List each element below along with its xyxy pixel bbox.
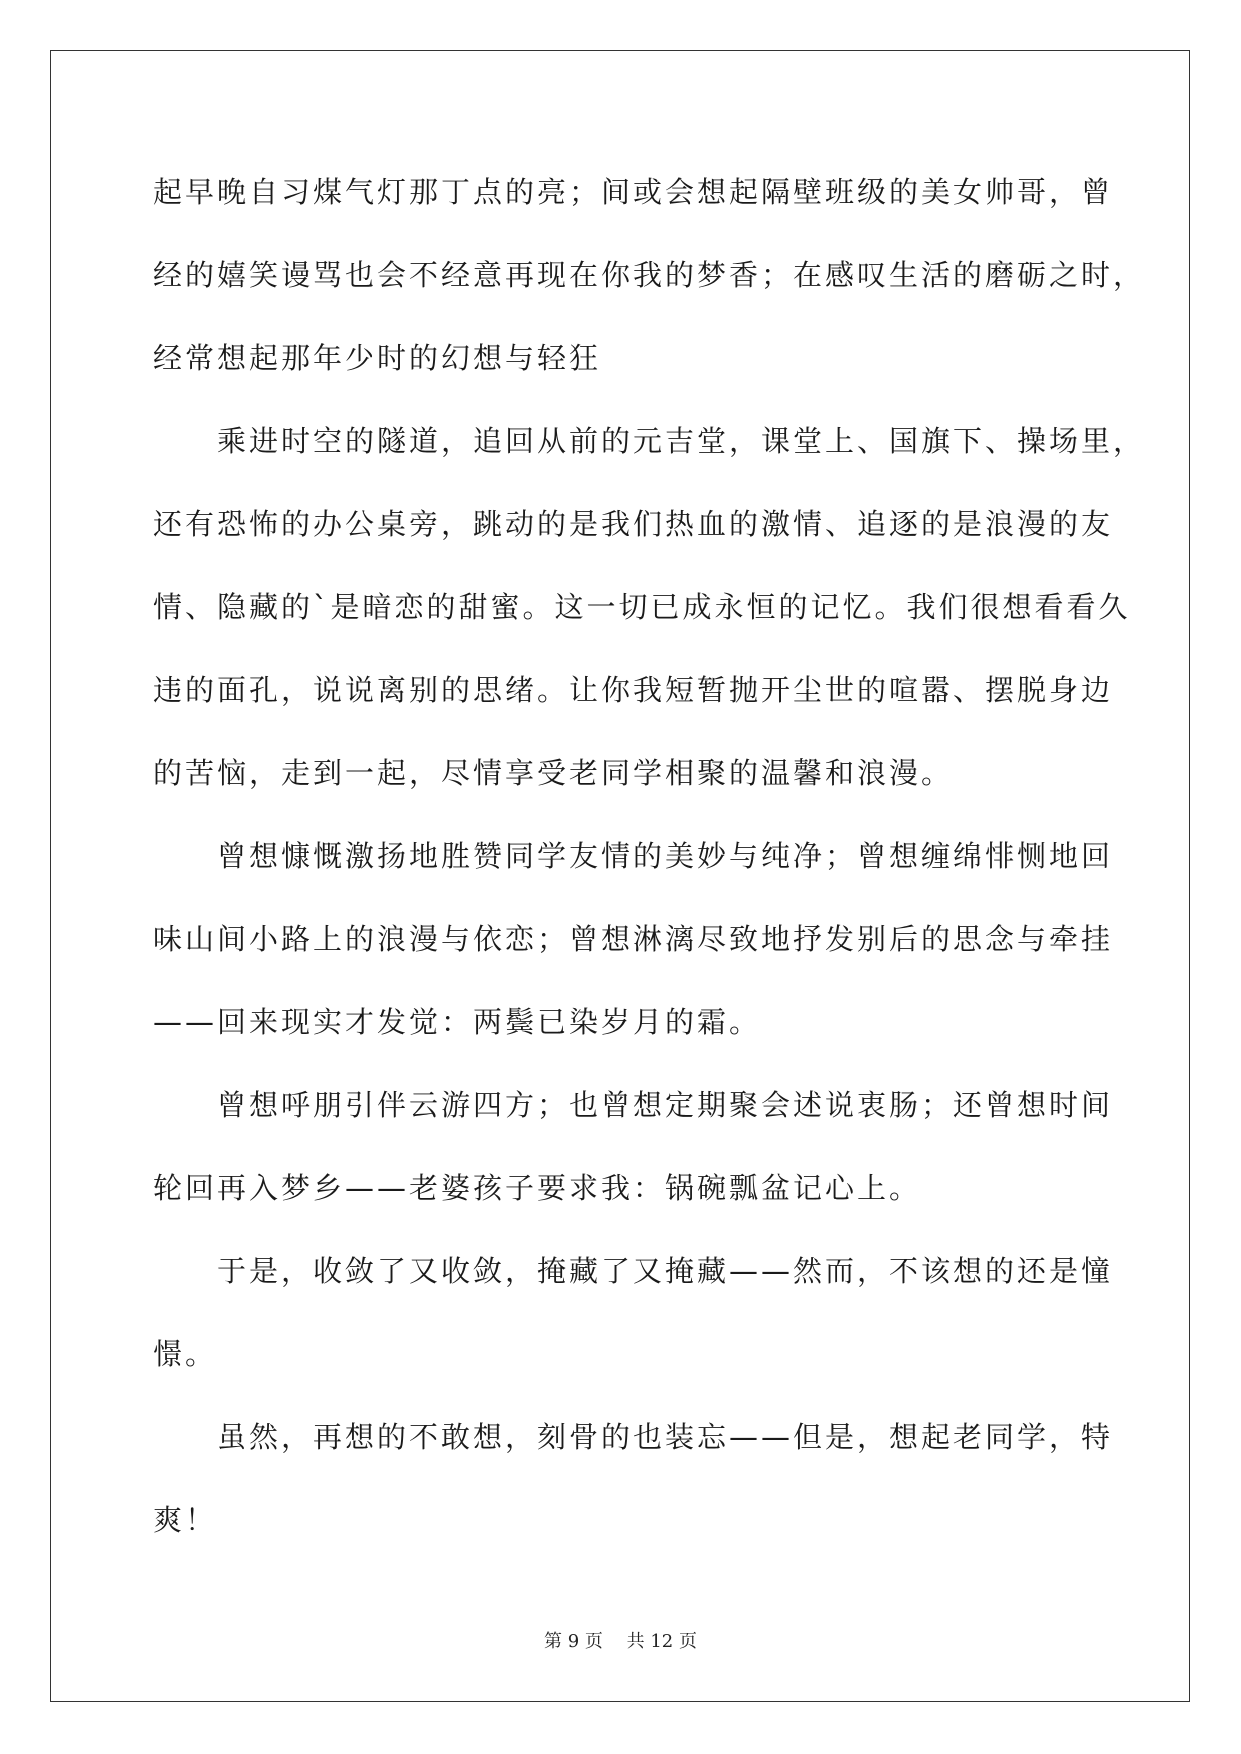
text-line: 经常想起那年少时的幻想与轻狂: [153, 341, 602, 375]
text-line: 乘进时空的隧道，追回从前的元吉堂，课堂上、国旗下、操场里，: [153, 424, 1146, 458]
text-line: 憬。: [153, 1337, 218, 1371]
text-line: 曾想慷慨激扬地胜赞同学友情的美妙与纯净；曾想缠绵悱恻地回: [153, 839, 1114, 873]
text-line: 违的面孔，说说离别的思绪。让你我短暂抛开尘世的喧嚣、摆脱身边: [153, 673, 1114, 707]
text-line: 虽然，再想的不敢想，刻骨的也装忘——但是，想起老同学，特: [153, 1420, 1114, 1454]
text-line: 爽！: [153, 1503, 218, 1537]
text-line: 轮回再入梦乡——老婆孩子要求我：锅碗瓢盆记心上。: [153, 1171, 922, 1205]
page-number-footer: 第 9 页 共 12 页: [544, 1631, 697, 1652]
text-line: 经的嬉笑谩骂也会不经意再现在你我的梦香；在感叹生活的磨砺之时，: [153, 258, 1146, 292]
text-line: 情、隐藏的`是暗恋的甜蜜。这一切已成永恒的记忆。我们很想看看久: [153, 590, 1131, 624]
text-line: 味山间小路上的浪漫与依恋；曾想淋漓尽致地抒发别后的思念与牵挂: [153, 922, 1114, 956]
text-line: 于是，收敛了又收敛，掩藏了又掩藏——然而，不该想的还是憧: [153, 1254, 1114, 1288]
text-line: 起早晚自习煤气灯那丁点的亮；间或会想起隔壁班级的美女帅哥，曾: [153, 175, 1114, 209]
text-line: 曾想呼朋引伴云游四方；也曾想定期聚会述说衷肠；还曾想时间: [153, 1088, 1114, 1122]
text-line: ——回来现实才发觉：两鬓已染岁月的霜。: [153, 1005, 762, 1039]
text-line: 还有恐怖的办公桌旁，跳动的是我们热血的激情、追逐的是浪漫的友: [153, 507, 1114, 541]
text-line: 的苦恼，走到一起，尽情享受老同学相聚的温馨和浪漫。: [153, 756, 954, 790]
